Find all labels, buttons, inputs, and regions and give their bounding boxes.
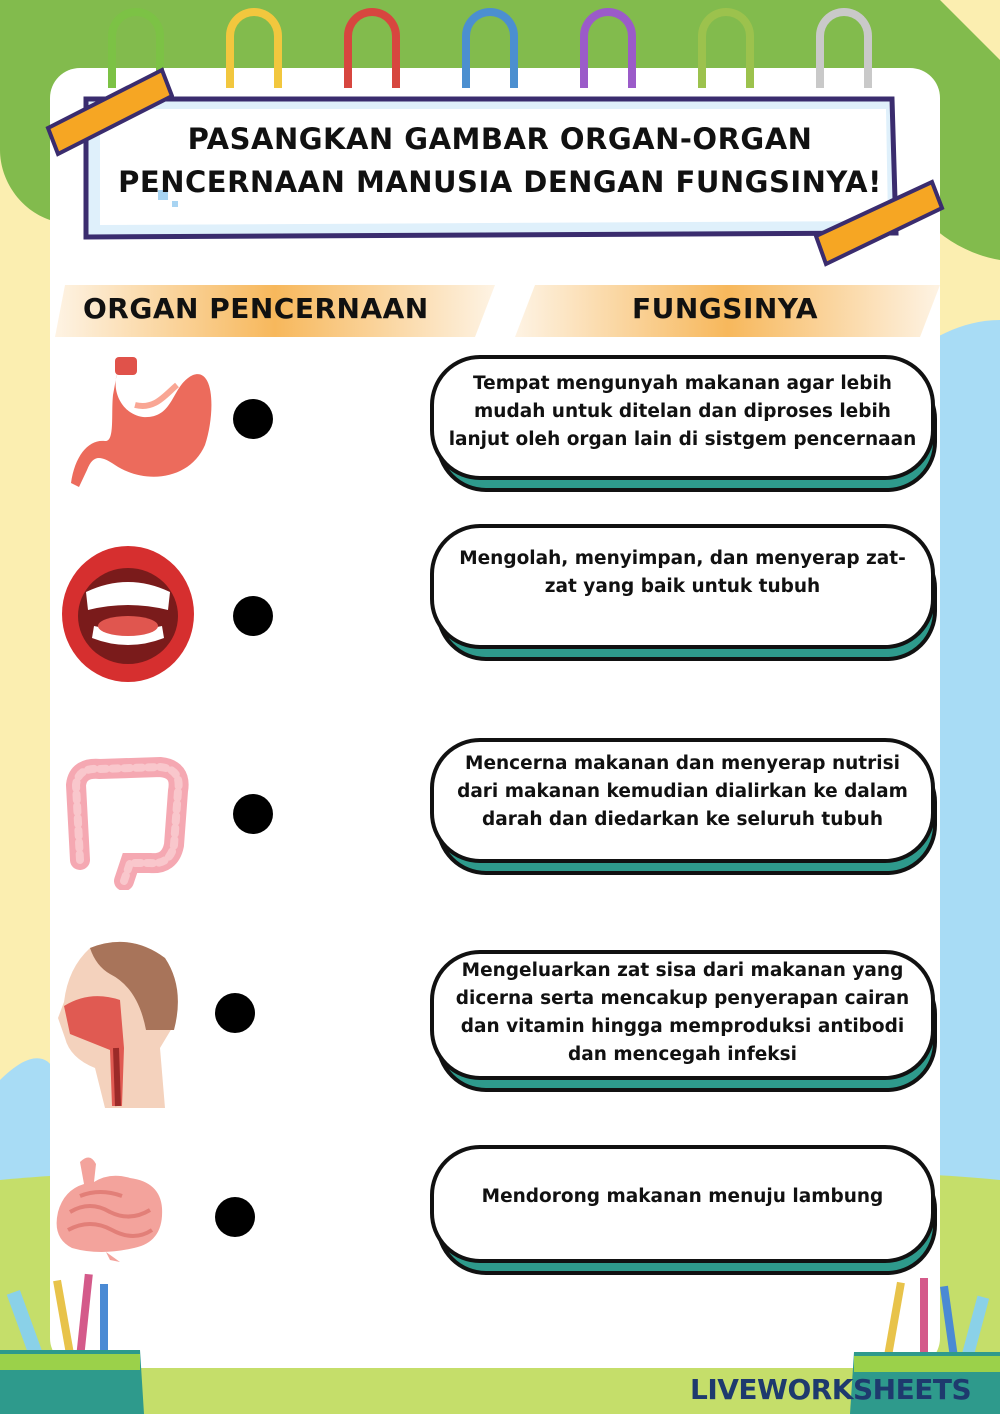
mouth-icon <box>58 542 198 684</box>
card-face <box>430 524 935 649</box>
function-card[interactable] <box>430 355 935 480</box>
pencil-holder-left-icon <box>0 1270 150 1414</box>
organ-5-match-dot[interactable] <box>215 1197 255 1237</box>
organ-1-match-dot[interactable] <box>233 399 273 439</box>
function-text: Mencerna makanan dan menyerap nutrisi dari makanan kemudian dialirkan ke dalam darah dan diedarkan ke seluruh tubuh <box>457 752 908 830</box>
function-text: Mendorong makanan menuju lambung <box>481 1186 884 1207</box>
esophagus-head-icon <box>50 938 185 1110</box>
title-line-2: PENCERNAAN MANUSIA DENGAN FUNGSINYA! <box>118 165 882 199</box>
stomach-icon <box>65 355 215 495</box>
ring-icon <box>344 8 400 88</box>
function-text: Mengolah, menyimpan, dan menyerap zat-zat yang baik untuk tubuh <box>459 547 906 597</box>
organ-3-match-dot[interactable] <box>233 794 273 834</box>
page-title <box>100 118 900 204</box>
organ-header: ORGAN PENCERNAAN <box>83 292 429 325</box>
card-face <box>430 738 935 863</box>
ring-icon <box>226 8 282 88</box>
ring-icon <box>462 8 518 88</box>
function-card[interactable] <box>430 738 935 863</box>
ring-icon <box>816 8 872 88</box>
organ-2-match-dot[interactable] <box>233 596 273 636</box>
ring-icon <box>698 8 754 88</box>
function-text: Tempat mengunyah makanan agar lebih mudah untuk ditelan dan diproses lebih lanjut oleh organ lain di sistgem pencernaan <box>448 372 917 450</box>
ring-icon <box>580 8 636 88</box>
small-intestine-icon <box>50 1152 175 1264</box>
card-face <box>430 950 935 1080</box>
card-face <box>430 355 935 480</box>
function-text: Mengeluarkan zat sisa dari makanan yang dicerna serta mencakup penyerapan cairan dan vitamin hingga memproduksi antibodi dan mencegah infeksi <box>455 960 910 1065</box>
liveworksheets-logo[interactable]: LIVEWORKSHEETS <box>690 1373 972 1406</box>
function-card[interactable] <box>430 524 935 649</box>
function-header: FUNGSINYA <box>632 292 819 325</box>
title-line-1: PASANGKAN GAMBAR ORGAN-ORGAN <box>187 122 813 156</box>
function-card[interactable] <box>430 1145 935 1263</box>
organ-4-match-dot[interactable] <box>215 993 255 1033</box>
card-face <box>430 1145 935 1263</box>
function-card[interactable] <box>430 950 935 1080</box>
large-intestine-icon <box>60 755 190 890</box>
